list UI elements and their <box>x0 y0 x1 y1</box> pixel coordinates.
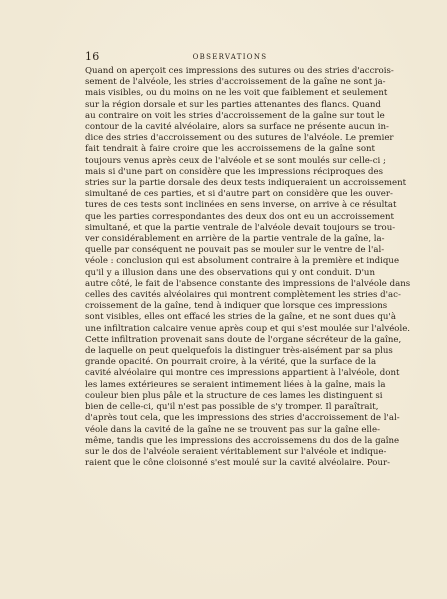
page-number: 16 <box>85 50 100 63</box>
text-line: toujours venus après ceux de l'alvéole et se sont moulés sur celle-ci ; <box>85 155 386 166</box>
text-line: dice des stries d'accroissement ou des sutures de l'alvéole. Le premier <box>85 133 394 144</box>
text-line: sur le dos de l'alvéole seraient véritablement sur l'alvéole et indique- <box>85 446 387 457</box>
text-line: les lames extérieures se seraient intimement liées à la gaîne, mais la <box>85 379 386 390</box>
text-line: stries sur la partie dorsale des deux tests indiqueraient un accroissement <box>85 178 407 189</box>
text-line: sement de l'alvéole, les stries d'accroissement de la gaîne ne sont ja- <box>85 77 386 88</box>
text-line: simultané, et que la partie ventrale de l'alvéole devait toujours se trou- <box>85 222 396 233</box>
text-line: mais visibles, ou du moins on ne les voit que faiblement et seulement <box>85 88 388 99</box>
text-line: contour de la cavité alvéolaire, alors sa surface ne présente aucun in- <box>85 122 389 133</box>
text-line: au contraire on voit les stries d'accroissement de la gaîne sur tout le <box>85 110 385 121</box>
text-line: sur la région dorsale et sur les parties attenantes des flancs. Quand <box>85 99 381 110</box>
text-line: d'après tout cela, que les impressions des stries d'accroissement de l'al- <box>85 413 400 424</box>
text-line: sont visibles, elles ont effacé les stries de la gaîne, et ne sont dues qu'à <box>85 312 396 323</box>
text-line: raient que le cône cloisonné s'est moulé sur la cavité alvéolaire. Pour- <box>85 458 390 469</box>
text-line: cavité alvéolaire qui montre ces impressions appartient à l'alvéole, dont <box>85 368 400 379</box>
text-line: quelle par conséquent ne pouvait pas se mouler sur le ventre de l'al- <box>85 245 385 256</box>
page-header <box>85 50 375 64</box>
text-line: simultané de ces parties, et si d'autre part on considère que les ouver- <box>85 189 393 200</box>
text-line: celles des cavités alvéolaires qui montrent complètement les stries d'ac- <box>85 290 401 301</box>
text-line: grande opacité. On pourrait croire, à la vérité, que la surface de la <box>85 357 377 368</box>
text-line: Quand on aperçoit ces impressions des sutures ou des stries d'accrois- <box>85 66 394 76</box>
body-text <box>85 66 411 469</box>
text-line: que les parties correspondantes des deux dos ont eu un accroissement <box>85 211 394 222</box>
text-line: mais si d'une part on considère que les impressions réciproques des <box>85 166 383 177</box>
text-line: de laquelle on peut quelquefois la distinguer très-aisément par sa plus <box>85 346 393 357</box>
text-line: croissement de la gaîne, tend à indiquer que lorsque ces impressions <box>85 301 388 312</box>
text-line: véole : conclusion qui est absolument contraire à la première et indique <box>85 256 400 267</box>
text-line: autre côté, le fait de l'absence constante des impressions de l'alvéole dans <box>85 278 411 289</box>
text-line: une infiltration calcaire venue après coup et qui s'est moulée sur l'alvéole. <box>85 323 411 334</box>
text-line: bien de celle-ci, qu'il n'est pas possible de s'y tromper. Il paraîtrait, <box>85 402 379 413</box>
text-line: qu'il y a illusion dans une des observations qui y ont conduit. D'un <box>85 267 375 278</box>
text-line: ver considérablement en arrière de la partie ventrale de la gaîne, la- <box>85 234 385 245</box>
running-title: OBSERVATIONS <box>192 53 268 61</box>
text-line: tures de ces tests sont inclinées en sens inverse, on arrive à ce résultat <box>85 200 397 211</box>
text-line: couleur bien plus pâle et la structure de ces lames les distinguent si <box>85 390 383 401</box>
text-line: véole dans la cavité de la gaîne ne se trouvent pas sur la gaîne elle- <box>85 424 381 435</box>
text-line: même, tandis que les impressions des accroissemens du dos de la gaîne <box>85 435 400 446</box>
text-line: Cette infiltration provenait sans doute de l'organe sécréteur de la gaîne, <box>85 334 402 345</box>
text-line: fait tendrait à faire croire que les accroissemens de la gaîne sont <box>85 144 375 155</box>
